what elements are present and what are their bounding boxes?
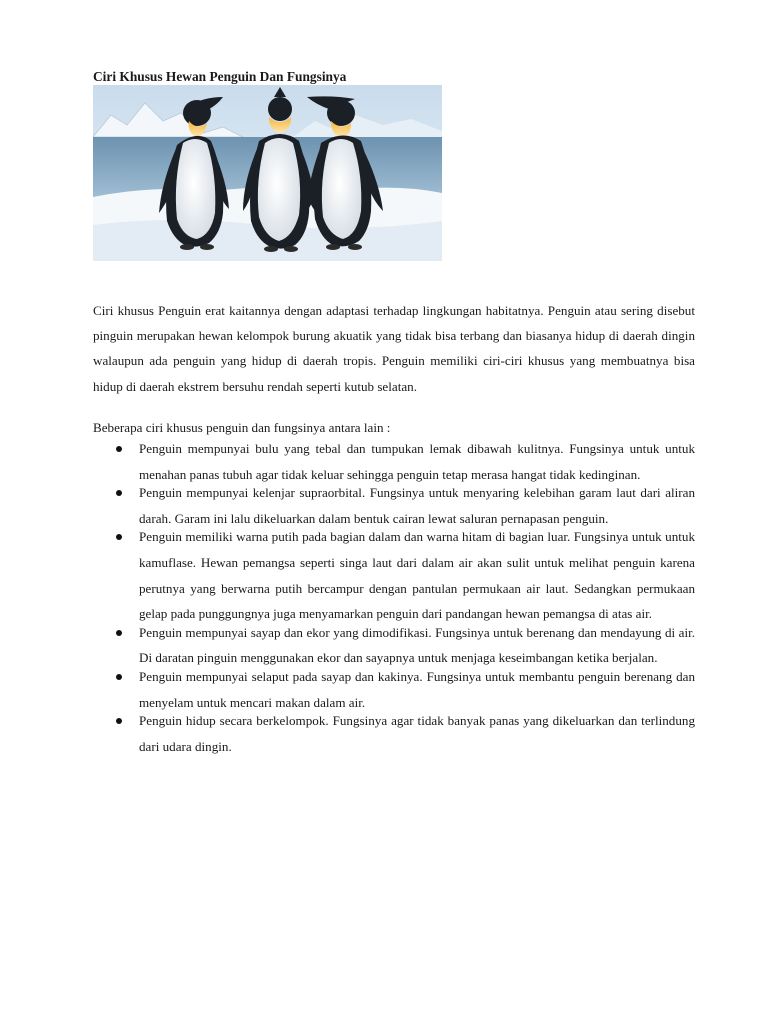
bullet-icon — [116, 534, 122, 540]
list-item-text: Penguin hidup secara berkelompok. Fungsinya agar tidak banyak panas yang dikeluarkan dan terlindung dari udara dingin. — [139, 713, 695, 754]
list-lead-text: Beberapa ciri khusus penguin dan fungsinya antara lain : — [93, 420, 391, 435]
list-item-text: Penguin memiliki warna putih pada bagian dalam dan warna hitam di bagian luar. Fungsinya untuk untuk kamuflase. Hewan pemangsa seperti singa laut dari dalam air akan sulit untuk melihat penguin karena perutnya yang berwarna putih bercampur dengan pantulan permukaan air laut. Sedangkan permukaan gelap pada punggungnya juga menyamarkan penguin dari pandangan hewan pemangsa di atas air. — [139, 529, 695, 622]
bullet-icon — [116, 718, 122, 724]
bullet-icon — [116, 674, 122, 680]
document-title: Ciri Khusus Hewan Penguin Dan Fungsinya — [93, 69, 347, 84]
list-item-text: Penguin mempunyai bulu yang tebal dan tumpukan lemak dibawah kulitnya. Fungsinya untuk untuk menahan panas tubuh agar tidak keluar sehingga penguin tetap merasa hangat tidak kedinginan. — [139, 441, 695, 482]
penguins-illustration — [93, 85, 442, 261]
list-item — [93, 708, 695, 759]
features-bullet-list — [93, 436, 695, 752]
penguins-photo — [93, 85, 442, 261]
bullet-icon — [116, 630, 122, 636]
bullet-icon — [116, 490, 122, 496]
bullet-icon — [116, 446, 122, 452]
list-item-text: Penguin mempunyai sayap dan ekor yang dimodifikasi. Fungsinya untuk berenang dan mendayung di air. Di daratan pinguin menggunakan ekor dan sayapnya untuk menjaga keseimbangan ketika berjalan. — [139, 624, 695, 666]
list-item-text: Penguin mempunyai kelenjar supraorbital. Fungsinya untuk menyaring kelebihan garam laut dari aliran darah. Garam ini lalu dikeluarkan dalam bentuk cairan lewat saluran pernapasan penguin. — [139, 485, 695, 526]
intro-paragraph: Ciri khusus Penguin erat kaitannya dengan adaptasi terhadap lingkungan habitatnya. Penguin atau sering disebut pinguin merupakan hewan kelompok burung akuatik yang tidak bisa terbang dan biasanya hidup di daerah dingin walaupun ada penguin yang hidup di daerah tropis. Penguin memiliki ciri-ciri khusus yang membuatnya bisa hidup di daerah ekstrem bersuhu rendah seperti kutub selatan. — [93, 303, 695, 394]
list-item — [93, 524, 695, 626]
list-item-text: Penguin mempunyai selaput pada sayap dan kakinya. Fungsinya untuk membantu penguin berenang dan menyelam untuk mencari makan dalam air. — [139, 668, 695, 710]
